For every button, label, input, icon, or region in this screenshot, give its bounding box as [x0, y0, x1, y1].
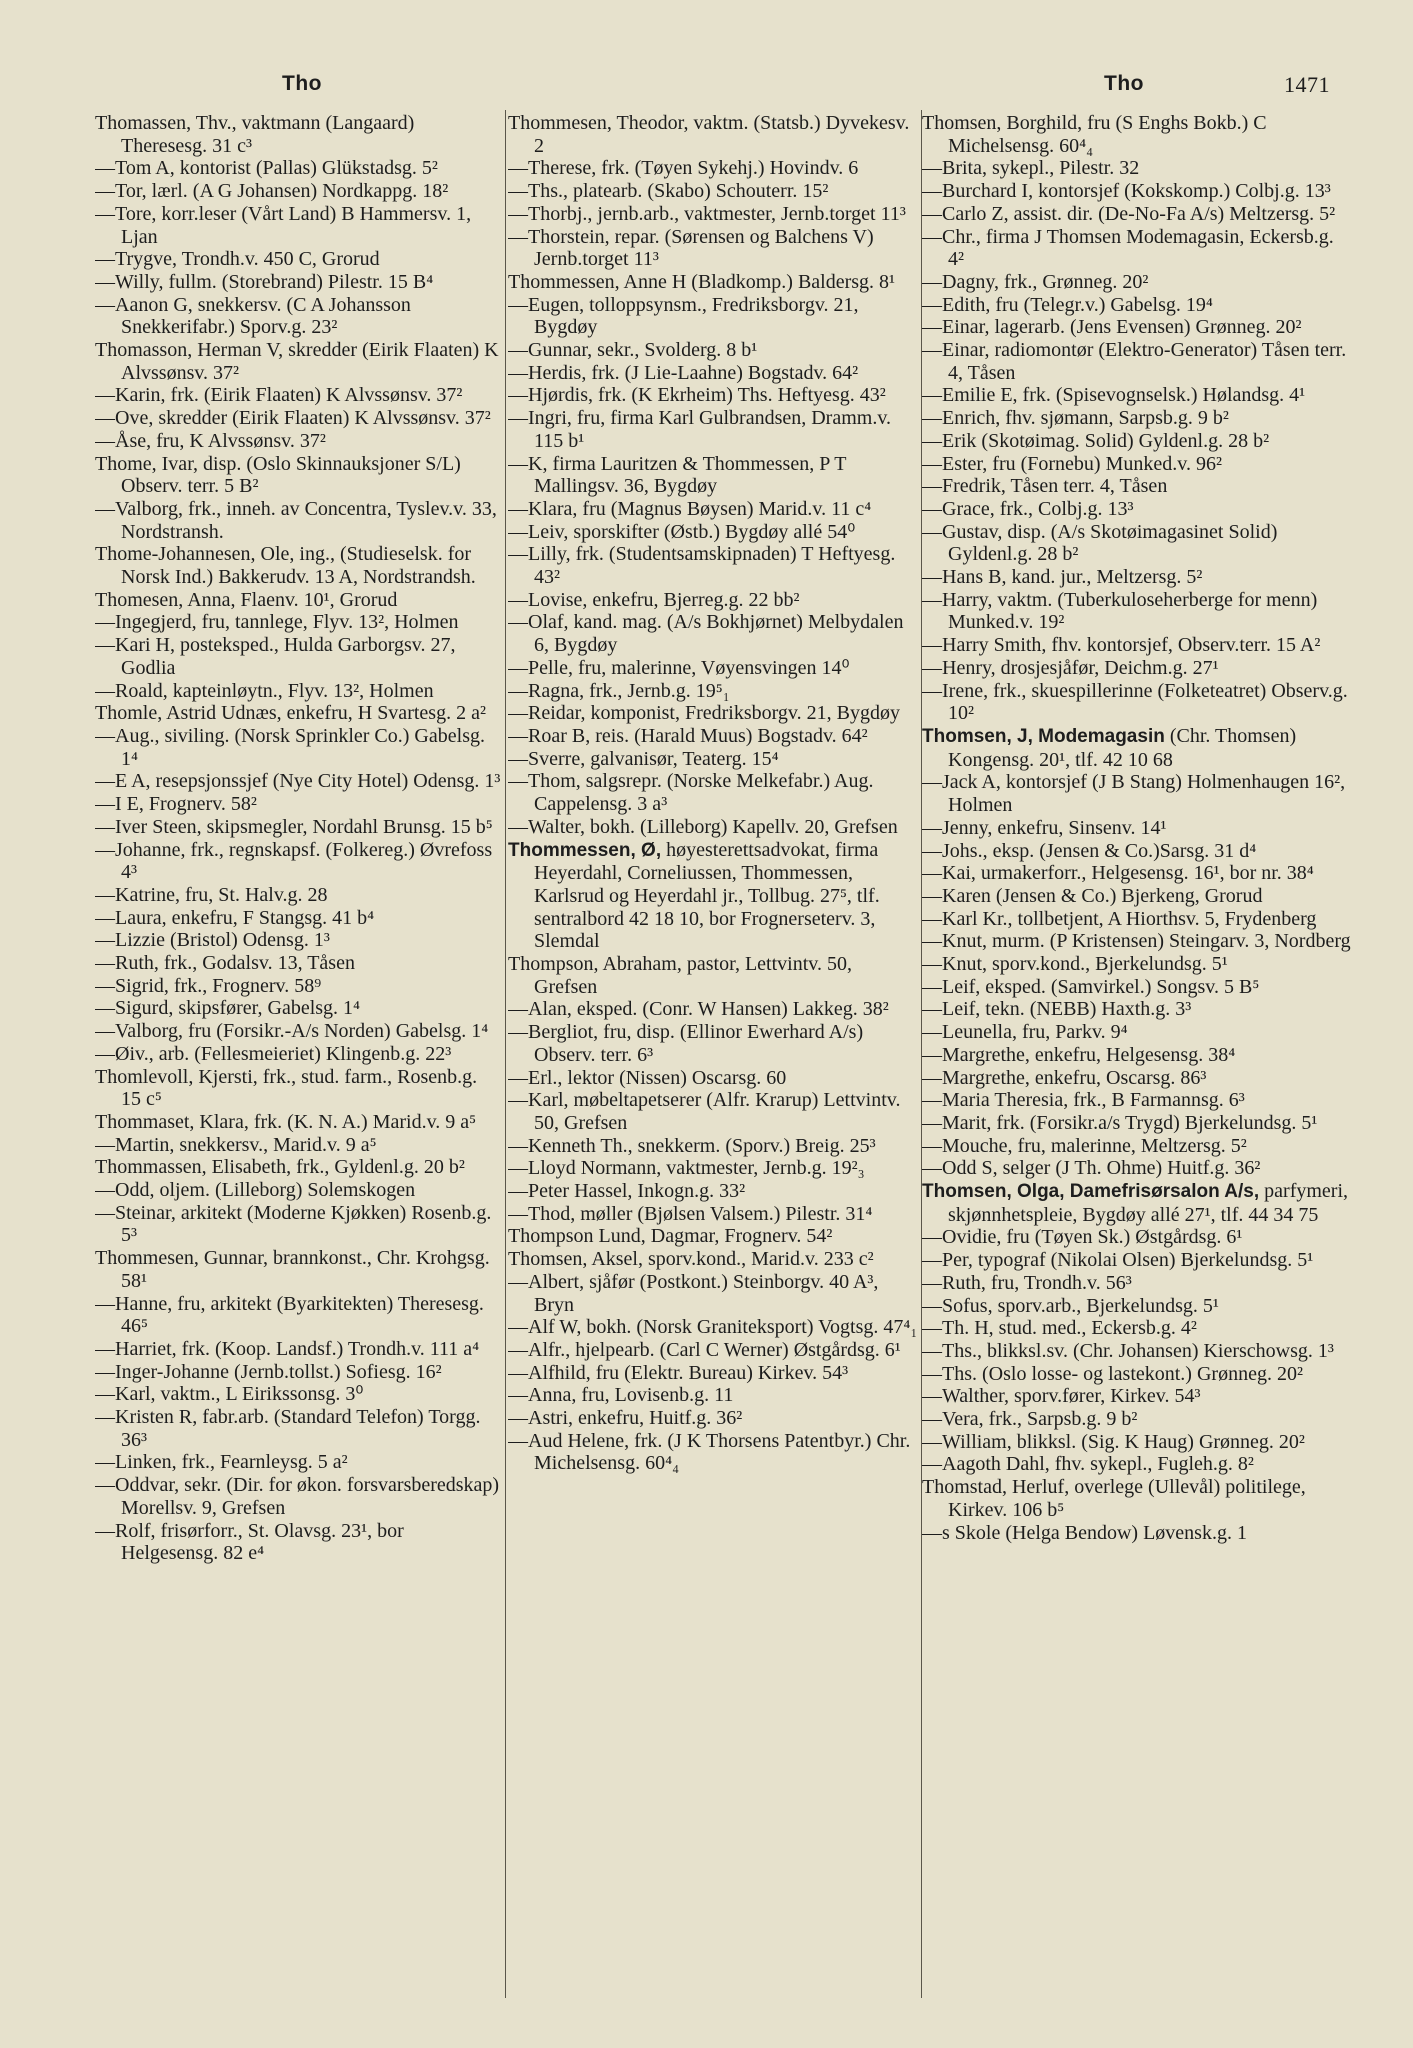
- entry-text: —Reidar, komponist, Fredriksborgv. 21, Bygdøy: [508, 702, 900, 725]
- entry-text: —Aagoth Dahl, fhv. sykepl., Fugleh.g. 8²: [922, 1453, 1254, 1476]
- entry-text: —Thod, møller (Bjølsen Valsem.) Pilestr. 31⁴: [508, 1202, 873, 1225]
- directory-entry: [922, 1067, 1352, 1090]
- entry-text: —Gunnar, sekr., Svolderg. 8 b¹: [508, 339, 758, 362]
- directory-entry: [922, 475, 1352, 498]
- entry-text: —Hjørdis, frk. (K Ekrheim) Ths. Heftyesg. 43²: [508, 384, 886, 407]
- entry-text: —Chr., firma J Thomsen Modemagasin, Eckersb.g. 4²: [922, 225, 1334, 271]
- directory-entry: [95, 407, 502, 430]
- entry-text: —Karin, frk. (Eirik Flaaten) K Alvssønsv. 37²: [95, 384, 463, 407]
- entry-text: —Brita, sykepl., Pilestr. 32: [922, 157, 1140, 180]
- directory-entry: [95, 1043, 502, 1066]
- directory-entry: [508, 611, 920, 656]
- directory-entry: [95, 1406, 502, 1451]
- entry-text: Thome, Ivar, disp. (Oslo Skinnauksjoner S/L) Observ. terr. 5 B²: [95, 452, 461, 498]
- entry-text: —Kenneth Th., snekkerm. (Sporv.) Breig. 25³: [508, 1134, 876, 1157]
- directory-entry: [95, 680, 502, 703]
- entry-text: —Martin, snekkersv., Marid.v. 9 a⁵: [95, 1133, 377, 1156]
- entry-text: —Aud Helene, frk. (J K Thorsens Patentbyr.) Chr. Michelsensg. 60⁴₄: [508, 1429, 911, 1475]
- directory-entry: [922, 908, 1352, 931]
- entry-text: —Maria Theresia, frk., B Farmannsg. 6³: [922, 1089, 1245, 1112]
- entry-text: —Karl, vaktm., L Eirikssonsg. 3⁰: [95, 1383, 364, 1406]
- directory-entry: [922, 1385, 1352, 1408]
- directory-column-1: [95, 112, 502, 2008]
- entry-text: —Steinar, arkitekt (Moderne Kjøkken) Rosenb.g. 5³: [95, 1201, 492, 1247]
- entry-text: Thompson Lund, Dagmar, Frognerv. 54²: [508, 1225, 833, 1248]
- entry-text: —Harriet, frk. (Koop. Landsf.) Trondh.v. 111 a⁴: [95, 1337, 480, 1360]
- directory-entry: [508, 1430, 920, 1475]
- entry-text: —Linken, frk., Fearnleysg. 5 a²: [95, 1451, 348, 1474]
- entry-text: —Therese, frk. (Tøyen Sykehj.) Hovindv. 6: [508, 157, 859, 180]
- entry-text: —Walther, sporv.fører, Kirkev. 54³: [922, 1385, 1201, 1408]
- directory-entry: [508, 271, 920, 294]
- entry-text: —Ruth, frk., Godalsv. 13, Tåsen: [95, 952, 355, 975]
- directory-entry: [922, 725, 1352, 771]
- directory-entry: [95, 839, 502, 884]
- entry-text: Thomsen, Aksel, sporv.kond., Marid.v. 233 c²: [508, 1248, 874, 1271]
- entry-text: —Alan, eksped. (Conr. W Hansen) Lakkeg. 38²: [508, 998, 889, 1021]
- directory-entry: [95, 1520, 502, 1565]
- directory-entry: [922, 998, 1352, 1021]
- entry-text: —Iver Steen, skipsmegler, Nordahl Brunsg. 15 b⁵: [95, 815, 493, 838]
- entry-text: —Grace, frk., Colbj.g. 13³: [922, 497, 1134, 520]
- entry-bold-name: Thomsen, J, Modemagasin: [922, 725, 1165, 747]
- directory-entry: [95, 975, 502, 998]
- directory-entry: [922, 1021, 1352, 1044]
- directory-entry: [922, 1180, 1352, 1226]
- directory-entry: [922, 862, 1352, 885]
- entry-text: —Sverre, galvanisør, Teaterg. 15⁴: [508, 747, 779, 770]
- entry-text: —Enrich, fhv. sjømann, Sarpsb.g. 9 b²: [922, 407, 1229, 430]
- directory-entry: [95, 1338, 502, 1361]
- directory-entry: [95, 770, 502, 793]
- directory-entry: [922, 953, 1352, 976]
- entry-text: —Kristen R, fabr.arb. (Standard Telefon) Torgg. 36³: [95, 1406, 481, 1451]
- entry-text: Thomesen, Anna, Flaenv. 10¹, Grorud: [95, 588, 398, 611]
- entry-text: —William, blikksl. (Sig. K Haug) Grønneg. 20²: [922, 1430, 1305, 1453]
- entry-text: —E A, resepsjonssjef (Nye City Hotel) Odensg. 1³: [95, 770, 501, 793]
- entry-text: —Burchard I, kontorsjef (Kokskomp.) Colbj.g. 13³: [922, 180, 1331, 203]
- directory-entry: [508, 112, 920, 157]
- entry-text: —Erl., lektor (Nissen) Oscarsg. 60: [508, 1066, 787, 1089]
- directory-entry: [508, 748, 920, 771]
- directory-entry: [922, 1408, 1352, 1431]
- entry-text: —Einar, radiomontør (Elektro-Generator) Tåsen terr. 4, Tåsen: [922, 339, 1347, 384]
- entry-text: —Laura, enkefru, F Stangsg. 41 b⁴: [95, 906, 375, 929]
- entry-text: —Tom A, kontorist (Pallas) Glükstadsg. 5²: [95, 157, 438, 180]
- entry-text: —Knut, sporv.kond., Bjerkelundsg. 5¹: [922, 953, 1228, 976]
- directory-entry: [95, 1066, 502, 1111]
- directory-entry: [922, 1135, 1352, 1158]
- entry-text: Thomasson, Herman V, skredder (Eirik Flaaten) K Alvssønsv. 37²: [95, 339, 499, 384]
- directory-entry: [922, 1249, 1352, 1272]
- entry-text: Thommaset, Klara, frk. (K. N. A.) Marid.v. 9 a⁵: [95, 1110, 477, 1133]
- directory-entry: [95, 793, 502, 816]
- directory-entry: [922, 771, 1352, 816]
- directory-entry: [95, 543, 502, 588]
- entry-text: —Ingri, fru, firma Karl Gulbrandsen, Dramm.v. 115 b¹: [508, 407, 892, 452]
- directory-entry: [922, 817, 1352, 840]
- entry-text: —Trygve, Trondh.v. 450 C, Grorud: [95, 248, 380, 271]
- entry-text: (Chr. Thomsen) Kongensg. 20¹, tlf. 42 10 68: [948, 724, 1297, 771]
- directory-entry: [508, 589, 920, 612]
- entry-text: —Valborg, fru (Forsikr.-A/s Norden) Gabelsg. 1⁴: [95, 1020, 489, 1043]
- entry-text: —Karl Kr., tollbetjent, A Hiorthsv. 5, Frydenberg: [922, 907, 1317, 930]
- directory-entry: [508, 725, 920, 748]
- directory-entry: [508, 1407, 920, 1430]
- entry-text: —Leiv, sporskifter (Østb.) Bygdøy allé 54⁰: [508, 520, 856, 543]
- directory-entry: [922, 498, 1352, 521]
- entry-text: —Leif, eksped. (Samvirkel.) Songsv. 5 B⁵: [922, 975, 1260, 998]
- directory-entry: [508, 1180, 920, 1203]
- directory-entry: [95, 1111, 502, 1134]
- directory-entry: [508, 407, 920, 452]
- directory-entry: [922, 1272, 1352, 1295]
- directory-entry: [95, 203, 502, 248]
- directory-entry: [508, 362, 920, 385]
- directory-entry: [922, 339, 1352, 384]
- directory-entry: [922, 112, 1352, 157]
- entry-text: —I E, Frognerv. 58²: [95, 793, 257, 816]
- entry-text: —Irene, frk., skuespillerinne (Folketeatret) Observ.g. 10²: [922, 679, 1348, 725]
- entry-text: —Ths. (Oslo losse- og lastekont.) Grønneg. 20²: [922, 1362, 1303, 1385]
- directory-entry: [508, 702, 920, 725]
- entry-text: —Mouche, fru, malerinne, Meltzersg. 5²: [922, 1134, 1247, 1157]
- entry-text: —Anna, fru, Lovisenb.g. 11: [508, 1384, 734, 1407]
- entry-text: Thommassen, Elisabeth, frk., Gyldenl.g. 20 b²: [95, 1156, 465, 1179]
- entry-text: Thome-Johannesen, Ole, ing., (Studieselsk. for Norsk Ind.) Bakkerudv. 13 A, Nordstrandsh.: [95, 543, 476, 589]
- entry-text: —Ths., platearb. (Skabo) Schouterr. 15²: [508, 180, 829, 203]
- directory-entry: [95, 1179, 502, 1202]
- entry-text: —Rolf, frisørforr., St. Olavsg. 23¹, bor Helgesensg. 82 e⁴: [95, 1519, 404, 1565]
- entry-text: —Knut, murm. (P Kristensen) Steingarv. 3, Nordberg: [922, 930, 1351, 953]
- directory-entry: [95, 384, 502, 407]
- directory-entry: [95, 1293, 502, 1338]
- directory-entry: [922, 1522, 1352, 1545]
- entry-text: —Carlo Z, assist. dir. (De-No-Fa A/s) Meltzersg. 5²: [922, 202, 1336, 225]
- directory-entry: [508, 543, 920, 588]
- entry-text: Thommesen, Theodor, vaktm. (Statsb.) Dyvekesv. 2: [508, 112, 910, 157]
- column-divider: [505, 110, 506, 1998]
- directory-entry: [508, 226, 920, 271]
- entry-text: —Peter Hassel, Inkogn.g. 33²: [508, 1180, 746, 1203]
- entry-text: —Johs., eksp. (Jensen & Co.)Sarsg. 31 d⁴: [922, 839, 1257, 862]
- entry-text: —Alfhild, fru (Elektr. Bureau) Kirkev. 54³: [508, 1361, 849, 1384]
- directory-entry: [508, 998, 920, 1021]
- entry-text: —s Skole (Helga Bendow) Løvensk.g. 1: [922, 1521, 1247, 1544]
- entry-text: —Aanon G, snekkersv. (C A Johansson Snekkerifabr.) Sporv.g. 23²: [95, 293, 411, 339]
- directory-entry: [95, 112, 502, 157]
- entry-text: —Lovise, enkefru, Bjerreg.g. 22 bb²: [508, 588, 800, 611]
- entry-text: —Tor, lærl. (A G Johansen) Nordkappg. 18²: [95, 180, 449, 203]
- directory-entry: [95, 952, 502, 975]
- directory-entry: [508, 1339, 920, 1362]
- directory-entry: [922, 1089, 1352, 1112]
- entry-text: —Hans B, kand. jur., Meltzersg. 5²: [922, 566, 1203, 589]
- directory-entry: [508, 339, 920, 362]
- directory-entry: [95, 271, 502, 294]
- entry-text: —Bergliot, fru, disp. (Ellinor Ewerhard A/s) Observ. terr. 6³: [508, 1021, 864, 1066]
- entry-text: —Ragna, frk., Jernb.g. 19⁵₁: [508, 679, 730, 702]
- entry-text: —Lilly, frk. (Studentsamskipnaden) T Heftyesg. 43²: [508, 543, 896, 589]
- entry-text: Thompson, Abraham, pastor, Lettvintv. 50, Grefsen: [508, 953, 852, 998]
- entry-text: —Ove, skredder (Eirik Flaaten) K Alvssønsv. 37²: [95, 407, 491, 430]
- directory-entry: [95, 1361, 502, 1384]
- entry-text: —Inger-Johanne (Jernb.tollst.) Sofiesg. 16²: [95, 1360, 442, 1383]
- left-running-head: Tho: [282, 72, 322, 95]
- directory-entry: [508, 1248, 920, 1271]
- directory-entry: [508, 294, 920, 339]
- directory-entry: [95, 929, 502, 952]
- entry-text: —Harry Smith, fhv. kontorsjef, Observ.terr. 15 A²: [922, 634, 1321, 657]
- entry-text: —Ingegjerd, fru, tannlege, Flyv. 13², Holmen: [95, 611, 459, 634]
- directory-entry: [922, 407, 1352, 430]
- directory-entry: [95, 589, 502, 612]
- directory-entry: [508, 1271, 920, 1316]
- directory-entry: [95, 702, 502, 725]
- directory-entry: [508, 657, 920, 680]
- entry-text: —Walter, bokh. (Lilleborg) Kapellv. 20, Grefsen: [508, 815, 898, 838]
- directory-entry: [95, 997, 502, 1020]
- directory-entry: [922, 1476, 1352, 1521]
- directory-entry: [95, 1156, 502, 1179]
- directory-entry: [922, 1157, 1352, 1180]
- entry-text: —Sigrid, frk., Frognerv. 58⁹: [95, 974, 322, 997]
- entry-text: —Odd S, selger (J Th. Ohme) Huitf.g. 36²: [922, 1157, 1261, 1180]
- entry-text: høyesterettsadvokat, firma Heyerdahl, Corneliussen, Thommessen, Karlsrud og Heyerdahl jr., Tollbug. 27⁵, tlf. sentralbord 42 18 10, bor Frognerseterv. 3, Slemdal: [534, 838, 880, 953]
- directory-entry: [508, 839, 920, 954]
- entry-text: —Åse, fru, K Alvssønsv. 37²: [95, 429, 326, 452]
- directory-entry: [922, 1226, 1352, 1249]
- entry-text: —Kari H, posteksped., Hulda Garborgsv. 27, Godlia: [95, 634, 456, 679]
- directory-entry: [95, 634, 502, 679]
- entry-text: —Oddvar, sekr. (Dir. for økon. forsvarsberedskap) Morellsv. 9, Grefsen: [95, 1474, 500, 1519]
- entry-text: —Karen (Jensen & Co.) Bjerkeng, Grorud: [922, 884, 1263, 907]
- entry-text: —Jack A, kontorsjef (J B Stang) Holmenhaugen 16², Holmen: [922, 771, 1346, 817]
- directory-entry: [922, 885, 1352, 908]
- entry-text: —Thorbj., jernb.arb., vaktmester, Jernb.torget 11³: [508, 202, 906, 225]
- entry-text: —Kai, urmakerforr., Helgesensg. 16¹, bor nr. 38⁴: [922, 862, 1314, 885]
- directory-entry: [922, 1112, 1352, 1135]
- entry-text: —Johanne, frk., regnskapsf. (Folkereg.) Øvrefoss 4³: [95, 838, 493, 884]
- entry-text: —Marit, frk. (Forsikr.a/s Trygd) Bjerkelundsg. 5¹: [922, 1111, 1318, 1134]
- directory-entry: [508, 384, 920, 407]
- entry-text: —Odd, oljem. (Lilleborg) Solemskogen: [95, 1179, 416, 1202]
- directory-entry: [508, 680, 920, 703]
- directory-entry: [508, 453, 920, 498]
- directory-entry: [922, 566, 1352, 589]
- entry-text: —Valborg, frk., inneh. av Concentra, Tyslev.v. 33, Nordstransh.: [95, 497, 497, 543]
- entry-text: —Margrethe, enkefru, Helgesensg. 38⁴: [922, 1043, 1236, 1066]
- entry-text: —Aug., siviling. (Norsk Sprinkler Co.) Gabelsg. 1⁴: [95, 724, 485, 770]
- entry-text: —Roar B, reis. (Harald Muus) Bogstadv. 64²: [508, 724, 868, 747]
- directory-entry: [508, 816, 920, 839]
- directory-entry: [95, 816, 502, 839]
- entry-text: —Lloyd Normann, vaktmester, Jernb.g. 19²₃: [508, 1157, 865, 1180]
- directory-entry: [922, 1295, 1352, 1318]
- entry-text: —Einar, lagerarb. (Jens Evensen) Grønneg. 20²: [922, 316, 1302, 339]
- directory-entry: [95, 725, 502, 770]
- directory-entry: [95, 1383, 502, 1406]
- page-number: 1471: [1284, 72, 1330, 97]
- directory-entry: [922, 180, 1352, 203]
- entry-text: —Th. H, stud. med., Eckersb.g. 4²: [922, 1317, 1197, 1340]
- directory-column-2: [508, 112, 920, 2008]
- entry-text: Thomle, Astrid Udnæs, enkefru, H Svartesg. 2 a²: [95, 702, 486, 725]
- entry-text: —Klara, fru (Magnus Bøysen) Marid.v. 11 c⁴: [508, 497, 872, 520]
- entry-text: —Dagny, frk., Grønneg. 20²: [922, 270, 1149, 293]
- entry-text: parfymeri, skjønnhetspleie, Bygdøy allé 27¹, tlf. 44 34 75: [948, 1180, 1349, 1226]
- directory-entry: [95, 1134, 502, 1157]
- directory-entry: [922, 271, 1352, 294]
- directory-entry: [922, 1340, 1352, 1363]
- entry-text: —Thorstein, repar. (Sørensen og Balchens V) Jernb.torget 11³: [508, 225, 874, 271]
- entry-text: Thommessen, Anne H (Bladkomp.) Baldersg. 8¹: [508, 270, 896, 293]
- entry-text: —Thom, salgsrepr. (Norske Melkefabr.) Aug. Cappelensg. 3 a³: [508, 770, 874, 816]
- directory-entry: [508, 157, 920, 180]
- entry-text: —Willy, fullm. (Storebrand) Pilestr. 15 B⁴: [95, 270, 434, 293]
- directory-entry: [508, 953, 920, 998]
- directory-entry: [922, 203, 1352, 226]
- directory-entry: [508, 521, 920, 544]
- directory-entry: [922, 294, 1352, 317]
- entry-text: —Fredrik, Tåsen terr. 4, Tåsen: [922, 475, 1168, 498]
- entry-text: —Katrine, fru, St. Halv.g. 28: [95, 883, 328, 906]
- directory-entry: [508, 498, 920, 521]
- directory-entry: [95, 498, 502, 543]
- entry-text: —Roald, kapteinløytn., Flyv. 13², Holmen: [95, 679, 434, 702]
- directory-entry: [922, 634, 1352, 657]
- directory-entry: [95, 1202, 502, 1247]
- directory-entry: [508, 1067, 920, 1090]
- directory-entry: [922, 1363, 1352, 1386]
- entry-text: —Sofus, sporv.arb., Bjerkelundsg. 5¹: [922, 1294, 1219, 1317]
- entry-text: —Pelle, fru, malerinne, Vøyensvingen 14⁰: [508, 656, 850, 679]
- directory-entry: [508, 203, 920, 226]
- entry-text: —Edith, fru (Telegr.v.) Gabelsg. 19⁴: [922, 293, 1213, 316]
- entry-text: —Gustav, disp. (A/s Skotøimagasinet Solid) Gyldenl.g. 28 b²: [922, 520, 1278, 566]
- entry-text: —Lizzie (Bristol) Odensg. 1³: [95, 929, 330, 952]
- directory-entry: [95, 907, 502, 930]
- entry-text: —Sigurd, skipsfører, Gabelsg. 1⁴: [95, 997, 361, 1020]
- entry-text: —Vera, frk., Sarpsb.g. 9 b²: [922, 1408, 1138, 1431]
- directory-entry: [922, 157, 1352, 180]
- entry-text: —Ovidie, fru (Tøyen Sk.) Østgårdsg. 6¹: [922, 1226, 1243, 1249]
- entry-text: —Margrethe, enkefru, Oscarsg. 86³: [922, 1066, 1207, 1089]
- entry-bold-name: Thommessen, Ø,: [508, 839, 662, 861]
- directory-entry: [95, 1020, 502, 1043]
- directory-entry: [922, 930, 1352, 953]
- directory-entry: [508, 1089, 920, 1134]
- entry-text: —K, firma Lauritzen & Thommessen, P T Mallingsv. 36, Bygdøy: [508, 452, 847, 498]
- directory-entry: [922, 430, 1352, 453]
- entry-text: —Alfr., hjelpearb. (Carl C Werner) Østgårdsg. 6¹: [508, 1338, 901, 1361]
- directory-entry: [922, 226, 1352, 271]
- directory-entry: [508, 1157, 920, 1180]
- directory-entry: [508, 1021, 920, 1066]
- directory-entry: [922, 521, 1352, 566]
- directory-entry: [922, 453, 1352, 476]
- directory-entry: [95, 1247, 502, 1292]
- entry-text: —Olaf, kand. mag. (A/s Bokhjørnet) Melbydalen 6, Bygdøy: [508, 611, 904, 657]
- directory-entry: [95, 1451, 502, 1474]
- entry-text: —Emilie E, frk. (Spisevognselsk.) Hølandsg. 4¹: [922, 384, 1306, 407]
- directory-entry: [508, 1316, 920, 1339]
- entry-text: —Leunella, fru, Parkv. 9⁴: [922, 1021, 1128, 1044]
- entry-text: —Eugen, tolloppsynsm., Fredriksborgv. 21, Bygdøy: [508, 293, 859, 339]
- entry-text: —Ruth, fru, Trondh.v. 56³: [922, 1271, 1132, 1294]
- directory-entry: [95, 180, 502, 203]
- entry-text: —Ths., blikksl.sv. (Chr. Johansen) Kierschowsg. 1³: [922, 1339, 1334, 1362]
- directory-entry: [95, 248, 502, 271]
- directory-entry: [95, 339, 502, 384]
- directory-entry: [508, 1135, 920, 1158]
- directory-column-3: [922, 112, 1352, 2008]
- entry-text: Thomassen, Thv., vaktmann (Langaard) Theresesg. 31 c³: [95, 112, 415, 157]
- entry-text: —Herdis, frk. (J Lie-Laahne) Bogstadv. 64²: [508, 361, 859, 384]
- directory-entry: [922, 384, 1352, 407]
- entry-text: —Harry, vaktm. (Tuberkuloseherberge for menn) Munked.v. 19²: [922, 588, 1318, 634]
- directory-entry: [95, 1474, 502, 1519]
- entry-text: —Erik (Skotøimag. Solid) Gyldenl.g. 28 b²: [922, 429, 1270, 452]
- directory-entry: [922, 1453, 1352, 1476]
- directory-entry: [922, 1044, 1352, 1067]
- entry-text: Thomstad, Herluf, overlege (Ullevål) politilege, Kirkev. 106 b⁵: [922, 1476, 1306, 1521]
- directory-entry: [508, 180, 920, 203]
- entry-text: —Henry, drosjesjåfør, Deichm.g. 27¹: [922, 656, 1219, 679]
- entry-text: —Øiv., arb. (Fellesmeieriet) Klingenb.g. 22³: [95, 1042, 452, 1065]
- directory-entry: [95, 884, 502, 907]
- right-running-head: Tho: [1104, 72, 1144, 95]
- directory-entry: [508, 1384, 920, 1407]
- directory-entry: [922, 1317, 1352, 1340]
- entry-text: —Astri, enkefru, Huitf.g. 36²: [508, 1407, 743, 1430]
- directory-entry: [922, 589, 1352, 634]
- directory-entry: [508, 1362, 920, 1385]
- entry-text: —Ester, fru (Fornebu) Munked.v. 96²: [922, 452, 1222, 475]
- entry-bold-name: Thomsen, Olga, Damefrisørsalon A/s,: [922, 1181, 1260, 1203]
- entry-text: —Tore, korr.leser (Vårt Land) B Hammersv. 1, Ljan: [95, 202, 472, 248]
- entry-text: Thomsen, Borghild, fru (S Enghs Bokb.) C Michelsensg. 60⁴₄: [922, 112, 1267, 157]
- directory-entry: [95, 453, 502, 498]
- directory-entry: [922, 840, 1352, 863]
- entry-text: Thomlevoll, Kjersti, frk., stud. farm., Rosenb.g. 15 c⁵: [95, 1065, 478, 1111]
- directory-entry: [95, 430, 502, 453]
- entry-text: —Leif, tekn. (NEBB) Haxth.g. 3³: [922, 998, 1192, 1021]
- entry-text: —Albert, sjåfør (Postkont.) Steinborgv. 40 A³, Bryn: [508, 1270, 879, 1316]
- directory-entry: [95, 611, 502, 634]
- entry-text: —Jenny, enkefru, Sinsenv. 14¹: [922, 816, 1167, 839]
- directory-entry: [508, 1203, 920, 1226]
- entry-text: —Per, typograf (Nikolai Olsen) Bjerkelundsg. 5¹: [922, 1249, 1314, 1272]
- directory-entry: [922, 316, 1352, 339]
- directory-entry: [922, 680, 1352, 725]
- directory-entry: [508, 1225, 920, 1248]
- entry-text: —Karl, møbeltapetserer (Alfr. Krarup) Lettvintv. 50, Grefsen: [508, 1089, 901, 1134]
- directory-entry: [508, 770, 920, 815]
- entry-text: Thommesen, Gunnar, brannkonst., Chr. Krohgsg. 58¹: [95, 1247, 490, 1292]
- directory-entry: [922, 657, 1352, 680]
- entry-text: —Hanne, fru, arkitekt (Byarkitekten) Theresesg. 46⁵: [95, 1292, 484, 1338]
- directory-entry: [95, 157, 502, 180]
- directory-entry: [922, 976, 1352, 999]
- entry-text: —Alf W, bokh. (Norsk Graniteksport) Vogtsg. 47⁴₁: [508, 1316, 918, 1339]
- directory-entry: [95, 294, 502, 339]
- directory-entry: [922, 1431, 1352, 1454]
